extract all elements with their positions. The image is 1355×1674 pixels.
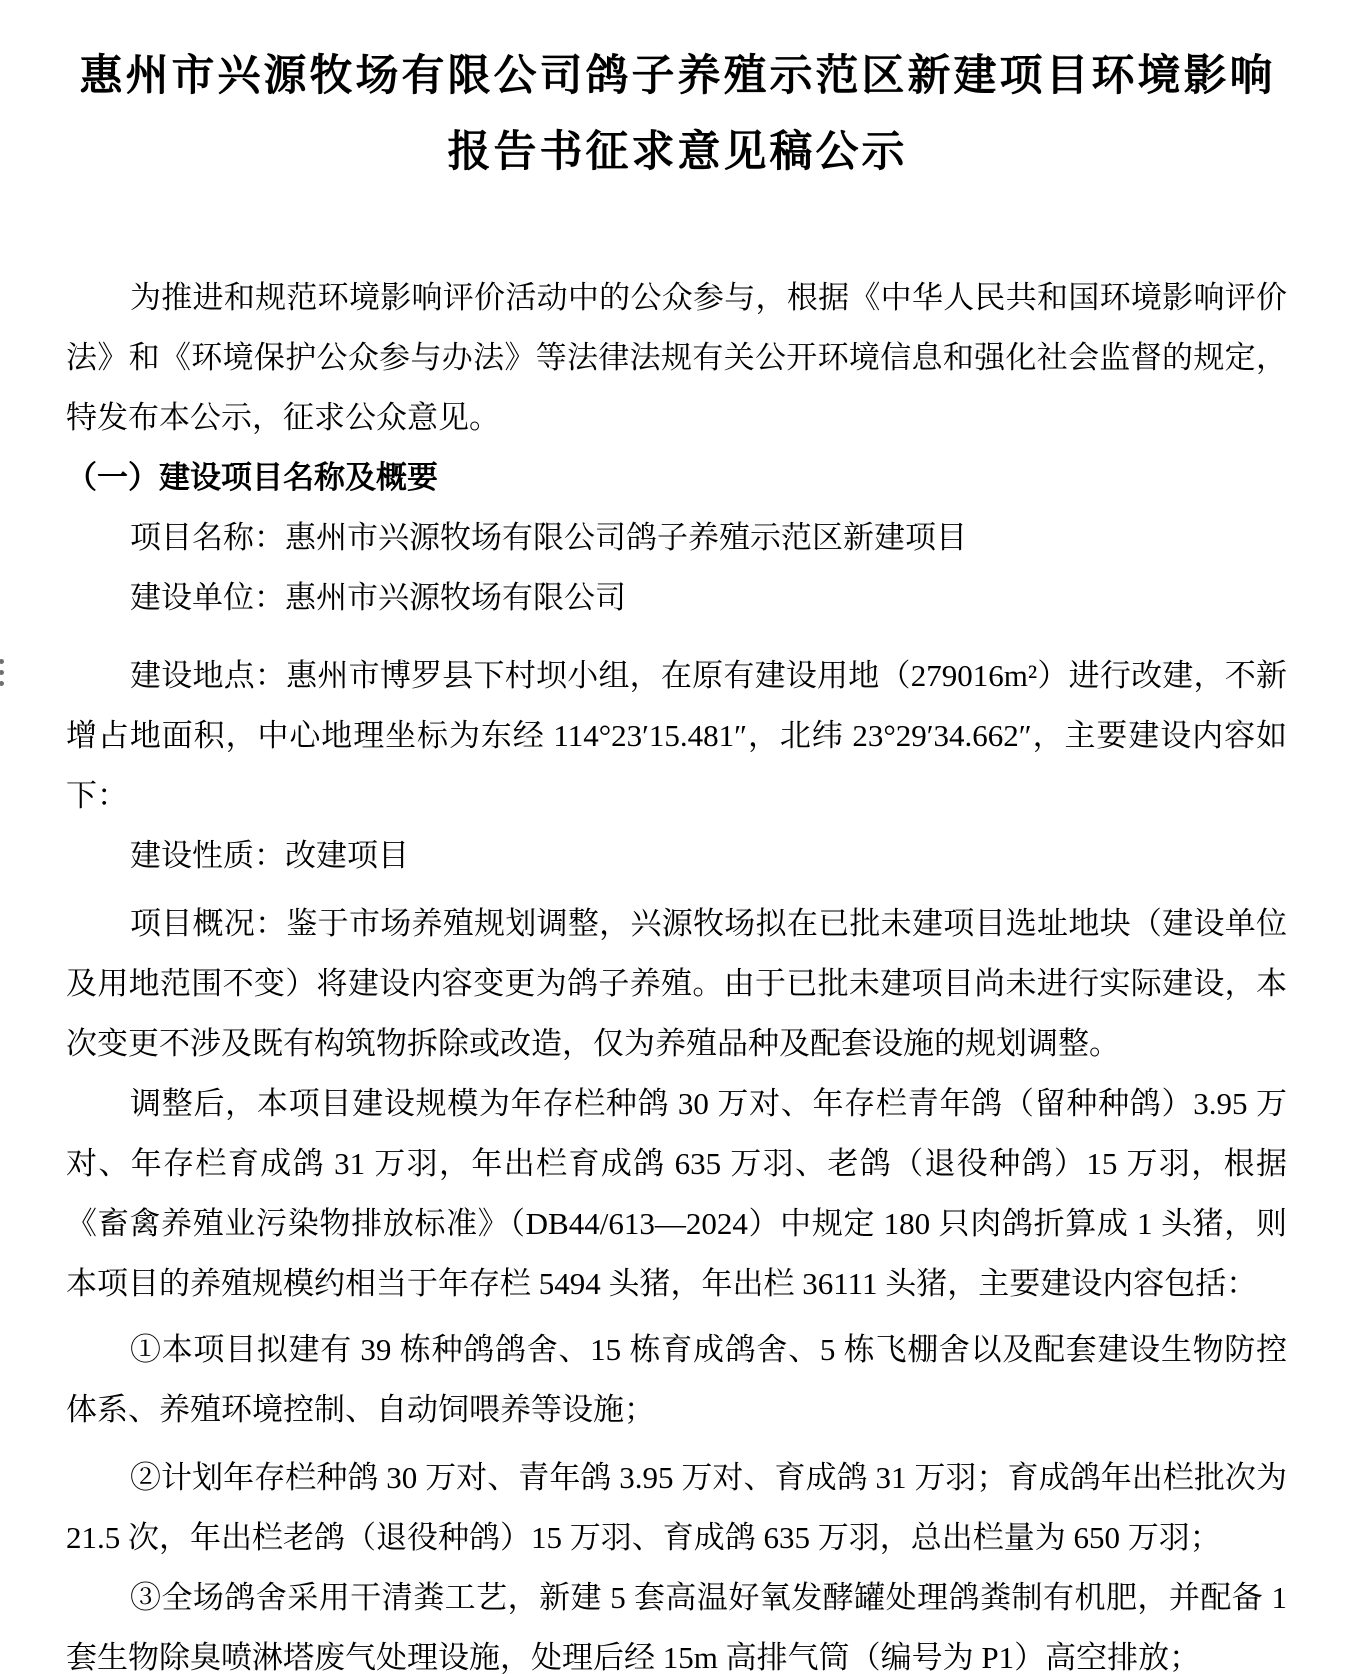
construction-unit-paragraph: 建设单位：惠州市兴源牧场有限公司 [130, 580, 626, 615]
construction-location-paragraph: 建设地点：惠州市博罗县下村坝小组，在原有建设用地（279016m²）进行改建，不新增占地面积，中心地理坐标为东经 114°23′15.481″，北纬 23°29′34.662″，主要建设内容如下： [66, 658, 1287, 813]
section-heading: （一）建设项目名称及概要 [66, 460, 438, 495]
project-name-paragraph: 项目名称：惠州市兴源牧场有限公司鸽子养殖示范区新建项目 [130, 520, 967, 555]
title-line-2: 报告书征求意见稿公示 [447, 128, 908, 176]
document-body [0, 268, 1355, 1674]
intro-paragraph: 为推进和规范环境影响评价活动中的公众参与，根据《中华人民共和国环境影响评价法》和《环境保护公众参与办法》等法律法规有关公开环境信息和强化社会监督的规定，特发布本公示，征求公众意见。 [66, 280, 1287, 435]
item-1-paragraph: ①本项目拟建有 39 栋种鸽鸽舍、15 栋育成鸽舍、5 栋飞棚舍以及配套建设生物防控体系、养殖环境控制、自动饲喂养等设施； [66, 1332, 1287, 1427]
project-overview-paragraph: 项目概况：鉴于市场养殖规划调整，兴源牧场拟在已批未建项目选址地块（建设单位及用地范围不变）将建设内容变更为鸽子养殖。由于已批未建项目尚未进行实际建设，本次变更不涉及既有构筑物拆除或改造，仅为养殖品种及配套设施的规划调整。 [66, 906, 1287, 1061]
scale-paragraph: 调整后，本项目建设规模为年存栏种鸽 30 万对、年存栏青年鸽（留种种鸽）3.95 万对、年存栏育成鸽 31 万羽，年出栏育成鸽 635 万羽、老鸽（退役种鸽）15 万羽，根据《畜禽养殖业污染物排放标准》（DB44/613—2024）中规定 180 只肉鸽折算成 1 头猪，则本项目的养殖规模约相当于年存栏 5494 头猪，年出栏 36111 头猪，主要建设内容包括： [66, 1086, 1287, 1301]
item-2-paragraph: ②计划年存栏种鸽 30 万对、青年鸽 3.95 万对、育成鸽 31 万羽；育成鸽年出栏批次为 21.5 次，年出栏老鸽（退役种鸽）15 万羽、育成鸽 635 万羽，总出栏量为 650 万羽； [66, 1460, 1287, 1555]
title-line-1: 惠州市兴源牧场有限公司鸽子养殖示范区新建项目环境影响 [79, 52, 1276, 100]
vertical-ellipsis-icon [0, 659, 5, 692]
document-title [60, 38, 1295, 190]
item-3-paragraph: ③全场鸽舍采用干清粪工艺，新建 5 套高温好氧发酵罐处理鸽粪制有机肥，并配备 1 套生物除臭喷淋塔废气处理设施，处理后经 15m 高排气筒（编号为 P1）高空排放； [66, 1580, 1287, 1674]
construction-nature-paragraph: 建设性质：改建项目 [130, 838, 409, 873]
